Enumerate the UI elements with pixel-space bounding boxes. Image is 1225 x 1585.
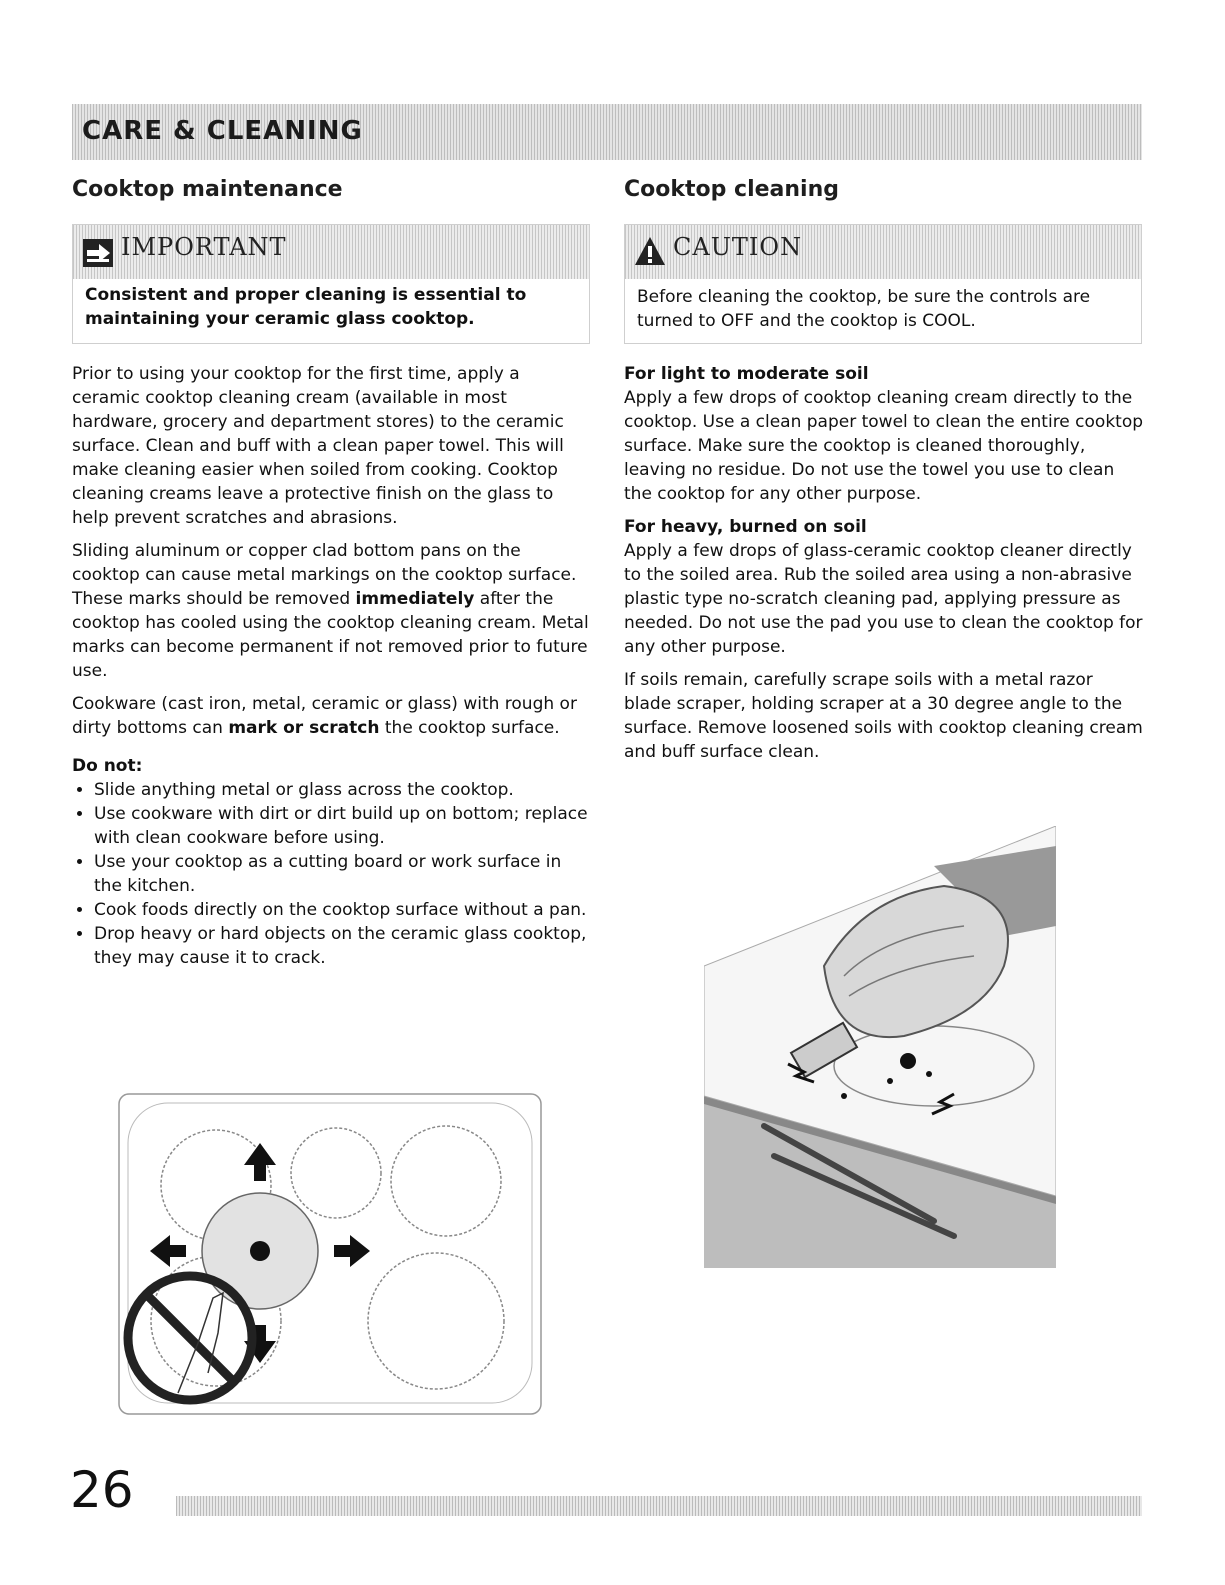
scraper-cleaning-illustration [704, 826, 1056, 1268]
caution-text: Before cleaning the cooktop, be sure the controls are turned to OFF and the cooktop is COOL. [637, 287, 1091, 331]
emphasis-mark-scratch: mark or scratch [228, 718, 380, 738]
section-header-bar [72, 104, 1142, 160]
heavy-soil-heading: For heavy, burned on soil [624, 517, 867, 537]
right-column [624, 170, 1144, 773]
important-box-header [73, 225, 589, 279]
emphasis-immediately: immediately [355, 589, 475, 609]
text-span: the cooktop surface. [379, 718, 560, 738]
cooktop-no-slide-illustration [118, 1093, 542, 1415]
page-number: 26 [70, 1461, 134, 1519]
list-item: • Use your cooktop as a cutting board or work surface in the kitchen. [94, 850, 592, 898]
scrape-text: If soils remain, carefully scrape soils with a metal razor blade scraper, holding scraper at a 30 degree angle to the surface. Remove loosened soils with cooktop cleaning cream and buff surface clean. [624, 670, 1143, 762]
text-span: Sliding aluminum or copper clad bottom pans on the cooktop can cause metal markings on the cooktop surface. These marks should be removed [72, 541, 577, 609]
list-item: • Slide anything metal or glass across the cooktop. [94, 778, 592, 802]
section-title: CARE & CLEANING [82, 116, 363, 146]
heavy-soil-text: Apply a few drops of glass-ceramic cooktop cleaner directly to the soiled area. Rub the soiled area using a non-abrasive plastic type no-scratch cleaning pad, applying pressure as needed. Do not use the pad you use to clean the cooktop for any other purpose. [624, 541, 1143, 657]
light-soil-heading: For light to moderate soil [624, 364, 869, 384]
warning-triangle-icon [633, 235, 667, 267]
caution-label: CAUTION [673, 233, 803, 261]
light-soil-text: Apply a few drops of cooktop cleaning cream directly to the cooktop. Use a clean paper towel to clean the entire cooktop surface. Make sure the cooktop is cleaned thoroughly, leaving no residue. Do not use the towel you use to clean the cooktop for any other purpose. [624, 388, 1144, 504]
important-label: IMPORTANT [121, 233, 287, 261]
maintenance-body [72, 362, 592, 970]
text-span: Cookware (cast iron, metal, ceramic or glass) with rough or dirty bottoms can [72, 694, 577, 738]
arrow-right-icon [83, 239, 113, 267]
caution-box-header [625, 225, 1141, 279]
left-column [72, 170, 592, 970]
footer-bar [176, 1496, 1142, 1516]
do-not-heading: Do not: [72, 756, 143, 776]
do-not-list [72, 778, 592, 970]
text-span: after the cooktop has cooled using the cooktop cleaning cream. Metal marks can become permanent if not removed prior to future use. [72, 589, 589, 681]
paragraph-cookware [72, 692, 592, 740]
paragraph-sliding-pans [72, 539, 592, 683]
paragraph-first-use: Prior to using your cooktop for the first time, apply a ceramic cooktop cleaning cream (available in most hardware, grocery and department stores) to the ceramic surface. Clean and buff with a clean paper towel. This will make cleaning easier when soiled from cooking. Cooktop cleaning creams leave a protective finish on the glass to help prevent scratches and abrasions. [72, 364, 564, 528]
caution-box [624, 224, 1142, 344]
list-item: • Cook foods directly on the cooktop surface without a pan. [94, 898, 592, 922]
list-item: • Use cookware with dirt or dirt build up on bottom; replace with clean cookware before using. [94, 802, 592, 850]
important-text: Consistent and proper cleaning is essential to maintaining your ceramic glass cooktop. [85, 285, 527, 329]
cooktop-maintenance-heading: Cooktop maintenance [72, 177, 343, 202]
cooktop-cleaning-heading: Cooktop cleaning [624, 177, 840, 202]
cleaning-body [624, 362, 1144, 764]
important-box [72, 224, 590, 344]
list-item: • Drop heavy or hard objects on the ceramic glass cooktop, they may cause it to crack. [94, 922, 592, 970]
